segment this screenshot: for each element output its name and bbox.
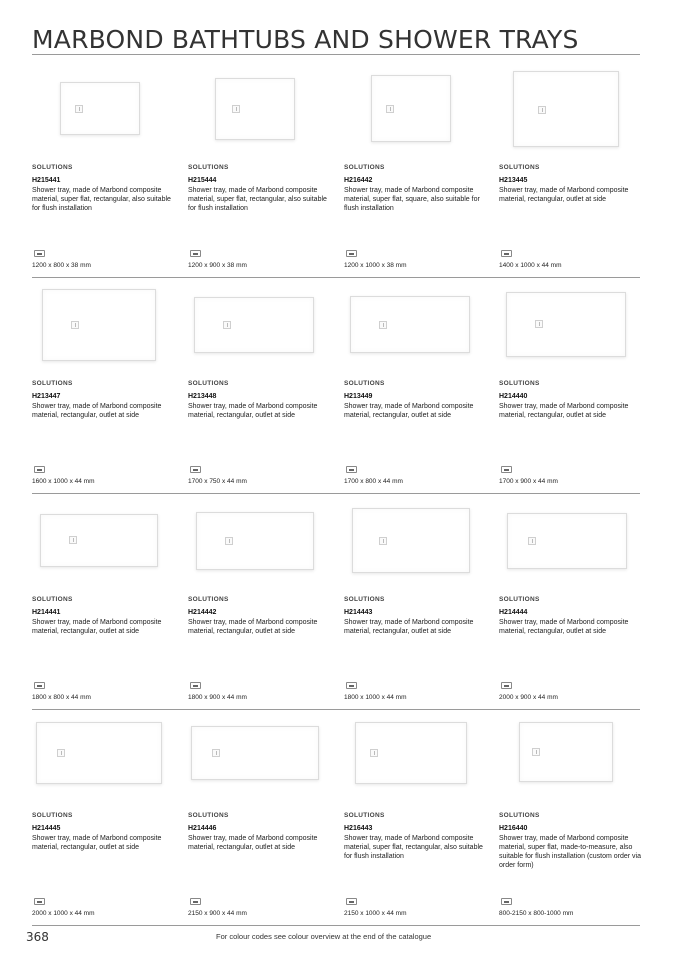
product-card[interactable] [32, 710, 180, 926]
product-description: Shower tray, made of Marbond composite material, rectangular, outlet at side [499, 619, 629, 636]
title-divider [32, 54, 640, 55]
colour-swatch-icon [34, 898, 45, 905]
product-dimensions: 1200 x 900 x 38 mm [188, 262, 247, 269]
product-description: Shower tray, made of Marbond composite material, rectangular, outlet at side [32, 403, 162, 420]
product-dimensions: 1800 x 800 x 44 mm [32, 694, 91, 701]
product-category: SOLUTIONS [499, 380, 540, 387]
product-card[interactable] [344, 494, 492, 710]
product-code: H216443 [344, 825, 373, 832]
colour-swatch-icon [346, 682, 357, 689]
shower-tray-image [42, 289, 156, 361]
product-code: H213447 [32, 393, 61, 400]
product-code: H213448 [188, 393, 217, 400]
product-card[interactable] [344, 62, 492, 278]
product-card[interactable] [499, 494, 647, 710]
product-code: H216442 [344, 177, 373, 184]
product-category: SOLUTIONS [499, 812, 540, 819]
product-description: Shower tray, made of Marbond composite material, rectangular, outlet at side [344, 403, 474, 420]
product-category: SOLUTIONS [499, 596, 540, 603]
product-description: Shower tray, made of Marbond composite material, rectangular, outlet at side [32, 619, 162, 636]
colour-swatch-icon [34, 682, 45, 689]
product-dimensions: 1700 x 800 x 44 mm [344, 478, 403, 485]
colour-swatch-icon [501, 682, 512, 689]
drain-icon [232, 105, 240, 113]
shower-tray-image [352, 508, 470, 573]
product-grid [32, 62, 640, 926]
product-dimensions: 1600 x 1000 x 44 mm [32, 478, 95, 485]
drain-icon [71, 321, 79, 329]
product-dimensions: 1800 x 1000 x 44 mm [344, 694, 407, 701]
product-code: H213445 [499, 177, 528, 184]
product-row [32, 278, 640, 494]
shower-tray-image [36, 722, 162, 784]
drain-icon [370, 749, 378, 757]
drain-icon [75, 105, 83, 113]
product-image [188, 494, 336, 586]
product-image [344, 494, 492, 586]
product-dimensions: 1700 x 750 x 44 mm [188, 478, 247, 485]
colour-swatch-icon [190, 898, 201, 905]
product-category: SOLUTIONS [188, 596, 229, 603]
shower-tray-image [513, 71, 619, 147]
product-dimensions: 2150 x 1000 x 44 mm [344, 910, 407, 917]
product-card[interactable] [32, 494, 180, 710]
footer-note: For colour codes see colour overview at the end of the catalogue [216, 932, 432, 941]
colour-swatch-icon [34, 250, 45, 257]
product-image [188, 710, 336, 802]
colour-swatch-icon [501, 898, 512, 905]
product-code: H214443 [344, 609, 373, 616]
shower-tray-image [371, 75, 451, 142]
colour-swatch-icon [190, 250, 201, 257]
colour-swatch-icon [346, 250, 357, 257]
shower-tray-image [215, 78, 295, 140]
product-dimensions: 800-2150 x 800-1000 mm [499, 910, 574, 917]
product-category: SOLUTIONS [188, 380, 229, 387]
colour-swatch-icon [501, 466, 512, 473]
product-description: Shower tray, made of Marbond composite material, rectangular, outlet at side [188, 619, 318, 636]
product-image [32, 494, 180, 586]
product-dimensions: 2000 x 1000 x 44 mm [32, 910, 95, 917]
product-card[interactable] [344, 710, 492, 926]
product-image [499, 278, 647, 370]
shower-tray-image [506, 292, 626, 357]
product-dimensions: 1700 x 900 x 44 mm [499, 478, 558, 485]
shower-tray-image [196, 512, 314, 570]
product-code: H214442 [188, 609, 217, 616]
product-category: SOLUTIONS [32, 812, 73, 819]
product-description: Shower tray, made of Marbond composite material, super flat, made-to-measure, also suitable for flush installation (custom order via order form) [499, 835, 642, 870]
product-row [32, 494, 640, 710]
product-description: Shower tray, made of Marbond composite material, rectangular, outlet at side [344, 619, 474, 636]
colour-swatch-icon [346, 898, 357, 905]
product-dimensions: 1800 x 900 x 44 mm [188, 694, 247, 701]
product-image [32, 278, 180, 370]
product-code: H214440 [499, 393, 528, 400]
product-category: SOLUTIONS [344, 812, 385, 819]
product-image [188, 62, 336, 154]
product-row [32, 62, 640, 278]
product-dimensions: 1200 x 1000 x 38 mm [344, 262, 407, 269]
product-category: SOLUTIONS [344, 380, 385, 387]
product-card[interactable] [188, 710, 336, 926]
drain-icon [535, 320, 543, 328]
shower-tray-image [40, 514, 158, 567]
product-image [344, 278, 492, 370]
product-card[interactable] [344, 278, 492, 494]
product-image [344, 62, 492, 154]
colour-swatch-icon [501, 250, 512, 257]
product-card[interactable] [499, 710, 647, 926]
product-image [32, 62, 180, 154]
product-code: H214444 [499, 609, 528, 616]
shower-tray-image [355, 722, 467, 784]
shower-tray-image [194, 297, 314, 353]
product-dimensions: 2150 x 900 x 44 mm [188, 910, 247, 917]
drain-icon [379, 321, 387, 329]
drain-icon [538, 106, 546, 114]
product-image [344, 710, 492, 802]
product-code: H216440 [499, 825, 528, 832]
product-description: Shower tray, made of Marbond composite material, rectangular, outlet at side [188, 835, 318, 852]
product-description: Shower tray, made of Marbond composite material, rectangular, outlet at side [188, 403, 318, 420]
shower-tray-image [60, 82, 140, 135]
drain-icon [57, 749, 65, 757]
product-card[interactable] [188, 278, 336, 494]
product-dimensions: 1400 x 1000 x 44 mm [499, 262, 562, 269]
shower-tray-image [350, 296, 470, 353]
colour-swatch-icon [190, 682, 201, 689]
product-category: SOLUTIONS [499, 164, 540, 171]
drain-icon [212, 749, 220, 757]
product-card[interactable] [499, 62, 647, 278]
product-description: Shower tray, made of Marbond composite material, super flat, rectangular, also suitable for flush installation [32, 187, 171, 213]
product-dimensions: 1200 x 800 x 38 mm [32, 262, 91, 269]
product-code: H215444 [188, 177, 217, 184]
colour-swatch-icon [34, 466, 45, 473]
product-card[interactable] [32, 278, 180, 494]
product-category: SOLUTIONS [188, 812, 229, 819]
product-card[interactable] [499, 278, 647, 494]
product-code: H214446 [188, 825, 217, 832]
product-description: Shower tray, made of Marbond composite material, super flat, rectangular, also suitable for flush installation [344, 835, 483, 861]
product-card[interactable] [32, 62, 180, 278]
product-code: H214445 [32, 825, 61, 832]
product-image [188, 278, 336, 370]
product-description: Shower tray, made of Marbond composite material, super flat, square, also suitable for flush installation [344, 187, 480, 213]
shower-tray-image [191, 726, 319, 780]
drain-icon [225, 537, 233, 545]
product-description: Shower tray, made of Marbond composite material, rectangular, outlet at side [499, 403, 629, 420]
shower-tray-image [507, 513, 627, 569]
product-code: H214441 [32, 609, 61, 616]
colour-swatch-icon [190, 466, 201, 473]
drain-icon [528, 537, 536, 545]
drain-icon [69, 536, 77, 544]
product-category: SOLUTIONS [344, 596, 385, 603]
drain-icon [379, 537, 387, 545]
drain-icon [386, 105, 394, 113]
product-category: SOLUTIONS [188, 164, 229, 171]
product-image [32, 710, 180, 802]
product-image [499, 494, 647, 586]
product-card[interactable] [188, 494, 336, 710]
product-category: SOLUTIONS [32, 596, 73, 603]
colour-swatch-icon [346, 466, 357, 473]
shower-tray-image [519, 722, 613, 782]
product-code: H213449 [344, 393, 373, 400]
product-description: Shower tray, made of Marbond composite material, super flat, rectangular, also suitable for flush installation [188, 187, 327, 213]
product-description: Shower tray, made of Marbond composite material, rectangular, outlet at side [32, 835, 162, 852]
drain-icon [532, 748, 540, 756]
product-image [499, 710, 647, 802]
product-code: H215441 [32, 177, 61, 184]
page-number: 368 [26, 930, 49, 944]
product-image [499, 62, 647, 154]
product-description: Shower tray, made of Marbond composite material, rectangular, outlet at side [499, 187, 629, 204]
product-card[interactable] [188, 62, 336, 278]
product-category: SOLUTIONS [32, 164, 73, 171]
product-category: SOLUTIONS [344, 164, 385, 171]
product-row [32, 710, 640, 926]
drain-icon [223, 321, 231, 329]
page-title: MARBOND BATHTUBS AND SHOWER TRAYS [32, 25, 579, 54]
product-dimensions: 2000 x 900 x 44 mm [499, 694, 558, 701]
product-category: SOLUTIONS [32, 380, 73, 387]
